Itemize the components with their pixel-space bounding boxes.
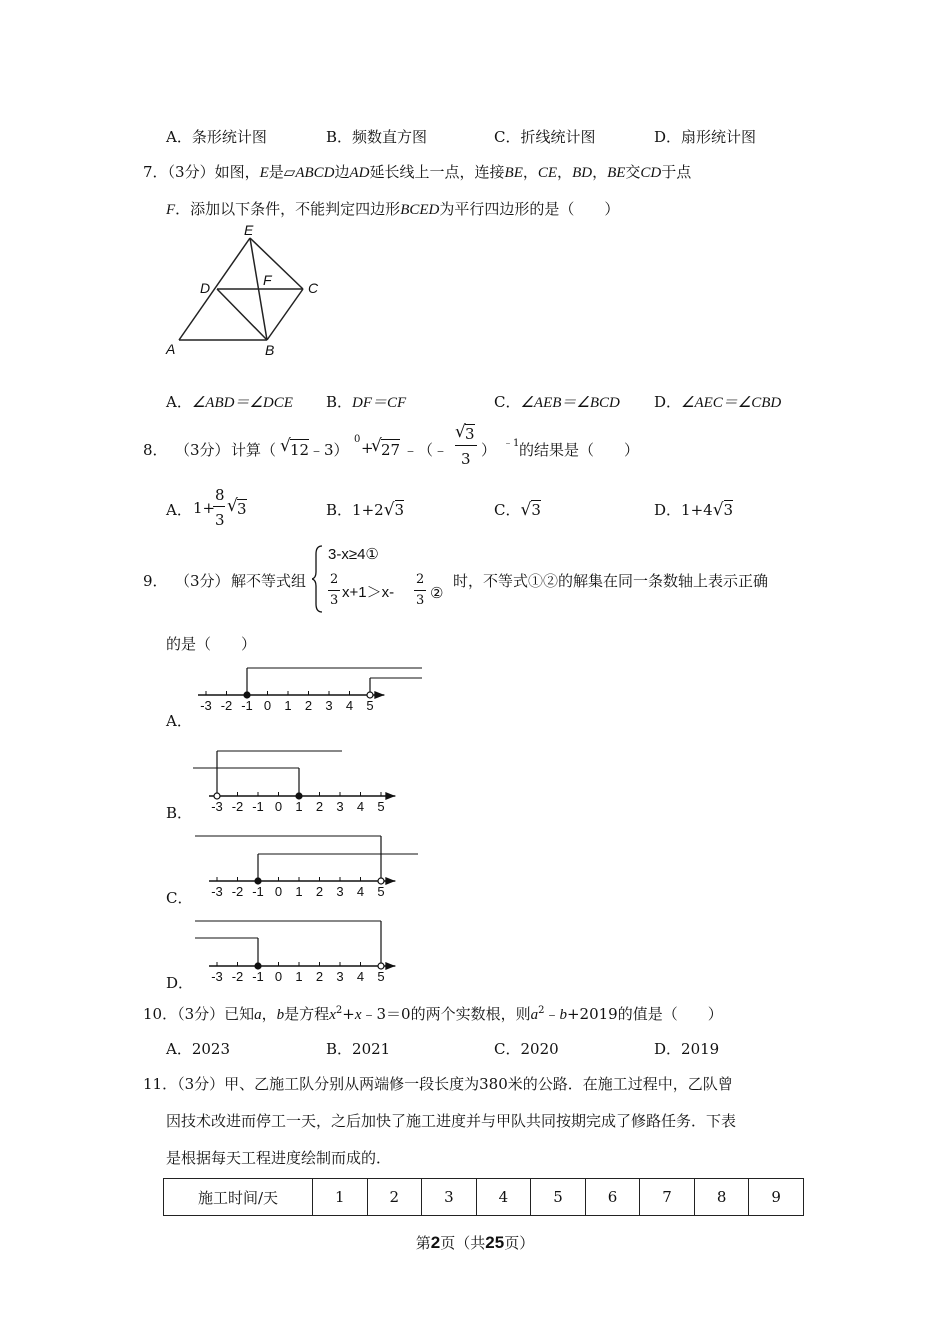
tick-label: 5 bbox=[366, 698, 374, 713]
q9-line2: 的是（ ） bbox=[166, 635, 257, 653]
tick-label: -3 bbox=[200, 698, 212, 713]
q10-option-d: D．2019 bbox=[654, 1040, 720, 1058]
hollow-point bbox=[378, 963, 384, 969]
q8-option-b: B．1+2√3 bbox=[326, 500, 405, 520]
tick-label: 2 bbox=[315, 884, 324, 899]
q10-option-b: B．2021 bbox=[326, 1040, 391, 1058]
fraction-bar bbox=[455, 445, 477, 446]
q11-progress-table bbox=[163, 1178, 804, 1216]
solid-point bbox=[244, 692, 250, 698]
table-cell: 3 bbox=[422, 1179, 477, 1216]
table-cell: 7 bbox=[640, 1179, 695, 1216]
radical-sign: √ bbox=[455, 422, 466, 442]
tick-label: 3 bbox=[325, 698, 333, 713]
tick-label: -1 bbox=[252, 884, 264, 899]
tick-label: 4 bbox=[356, 969, 365, 984]
radical-sign: √ bbox=[280, 436, 291, 456]
tick-label: 3 bbox=[336, 799, 344, 814]
q11-line2: 因技术改进而停工一天，之后加快了施工进度并与甲队共同按期完成了修路任务．下表 bbox=[166, 1112, 737, 1130]
q11-line3: 是根据每天工程进度绘制而成的． bbox=[166, 1149, 392, 1167]
table-cell: 4 bbox=[476, 1179, 531, 1216]
q9-number-line-d bbox=[190, 915, 430, 985]
label-e: E bbox=[244, 222, 254, 238]
q7-figure bbox=[160, 222, 330, 362]
q11-line1: 11．（3分）甲、乙施工队分别从两端修一段长度为380米的公路．在施工过程中，乙队曾 bbox=[143, 1075, 733, 1093]
table-cell: 8 bbox=[694, 1179, 749, 1216]
q7-option-d: D．∠AEC＝∠CBD bbox=[654, 393, 782, 411]
q10-option-c: C．2020 bbox=[494, 1040, 559, 1058]
table-cell: 1 bbox=[313, 1179, 368, 1216]
q9-option-b-label: B． bbox=[166, 804, 193, 822]
table-cell: 5 bbox=[531, 1179, 586, 1216]
q9-number-line-b bbox=[190, 745, 430, 815]
solid-point bbox=[296, 793, 302, 799]
tick-label: 1 bbox=[295, 799, 303, 814]
label-d: D bbox=[200, 280, 211, 296]
solid-point bbox=[255, 878, 261, 884]
tick-label: -3 bbox=[211, 884, 223, 899]
tick-label: 0 bbox=[274, 969, 283, 984]
fraction-bar bbox=[213, 506, 225, 507]
hollow-point bbox=[367, 692, 373, 698]
tick-label: 5 bbox=[377, 969, 385, 984]
tick-label: 3 bbox=[336, 884, 344, 899]
table-row bbox=[164, 1179, 804, 1216]
q10-option-a: A．2023 bbox=[166, 1040, 231, 1058]
hollow-point bbox=[214, 793, 220, 799]
table-cell: 2 bbox=[367, 1179, 422, 1216]
q9-option-a-label: A． bbox=[166, 712, 192, 730]
q7-option-c: C．∠AEB＝∠BCD bbox=[494, 393, 620, 411]
tick-label: 3 bbox=[336, 969, 344, 984]
tick-label: -3 bbox=[211, 799, 223, 814]
q8-option-d: D．1+4√3 bbox=[654, 500, 734, 520]
q9-question: 9． （3分） 解不等式组 3-x≥4① 2 3 x+1＞x- 2 3 ② 时，不等式①②的解集在同一条数轴上表示正确 bbox=[143, 540, 823, 620]
tick-label: 5 bbox=[377, 884, 385, 899]
table-header-cell: 施工时间/天 bbox=[164, 1179, 313, 1216]
q9-option-c-label: C． bbox=[166, 889, 193, 907]
tick-label: -2 bbox=[231, 799, 244, 814]
tick-label: 5 bbox=[377, 799, 385, 814]
q6-option-d: D．扇形统计图 bbox=[654, 128, 757, 146]
tick-label: -1 bbox=[241, 698, 253, 713]
label-c: C bbox=[308, 280, 319, 296]
tick-label: 1 bbox=[295, 969, 303, 984]
tick-label: 4 bbox=[356, 799, 365, 814]
solid-point bbox=[255, 963, 261, 969]
tick-label: -2 bbox=[231, 969, 244, 984]
label-b: B bbox=[265, 342, 275, 358]
axis-arrow bbox=[385, 877, 395, 885]
tick-label: 2 bbox=[315, 799, 324, 814]
table-cell: 9 bbox=[749, 1179, 804, 1216]
q9-number-line-a bbox=[190, 660, 430, 718]
tick-label: 0 bbox=[274, 799, 283, 814]
tick-label: 0 bbox=[263, 698, 272, 713]
q10-question: 10．（3分）已知a，b是方程$x^2+x﹣3=0$的两个实数根，则$a^2﹣b+2019$的值是（ ） bbox=[143, 1005, 723, 1023]
q6-option-b: B．频数直方图 bbox=[326, 128, 428, 146]
tick-label: 2 bbox=[315, 969, 324, 984]
label-f: F bbox=[263, 272, 272, 288]
tick-label: 4 bbox=[356, 884, 365, 899]
table-cell: 6 bbox=[585, 1179, 640, 1216]
axis-arrow bbox=[374, 691, 384, 699]
system-brace bbox=[312, 544, 324, 614]
tick-label: 1 bbox=[284, 698, 292, 713]
q7-line1: 7．（3分）如图，E是▱ABCD边AD延长线上一点，连接BE，CE，BD，BE交CD于点 bbox=[143, 163, 692, 181]
axis-arrow bbox=[385, 962, 395, 970]
radical-sign: √ bbox=[371, 436, 382, 456]
tick-label: -2 bbox=[231, 884, 244, 899]
q8-option-a: A． 1+ 8 3 √ 3 bbox=[166, 486, 247, 529]
tick-label: -2 bbox=[220, 698, 233, 713]
segment-cb bbox=[267, 289, 303, 340]
axis-arrow bbox=[385, 792, 395, 800]
q9-option-d-label: D． bbox=[166, 974, 194, 992]
q6-option-c: C．折线统计图 bbox=[494, 128, 596, 146]
tick-label: 4 bbox=[345, 698, 354, 713]
page-footer: 第2页（共25页） bbox=[415, 1233, 535, 1252]
q7-option-a: A．∠ABD＝∠DCE bbox=[166, 393, 293, 411]
tick-label: -3 bbox=[211, 969, 223, 984]
q6-option-a: A．条形统计图 bbox=[166, 128, 267, 146]
q7-line2: F．添加以下条件，不能判定四边形BCED为平行四边形的是（ ） bbox=[166, 200, 620, 218]
q7-option-b: B．DF＝CF bbox=[326, 393, 407, 411]
tick-label: 0 bbox=[274, 884, 283, 899]
q8-option-c: C．√3 bbox=[494, 500, 541, 520]
hollow-point bbox=[378, 878, 384, 884]
tick-label: -1 bbox=[252, 969, 264, 984]
tick-label: 2 bbox=[304, 698, 313, 713]
tick-label: 1 bbox=[295, 884, 303, 899]
label-a: A bbox=[166, 341, 176, 357]
tick-label: -1 bbox=[252, 799, 264, 814]
q9-number-line-c bbox=[190, 830, 430, 900]
